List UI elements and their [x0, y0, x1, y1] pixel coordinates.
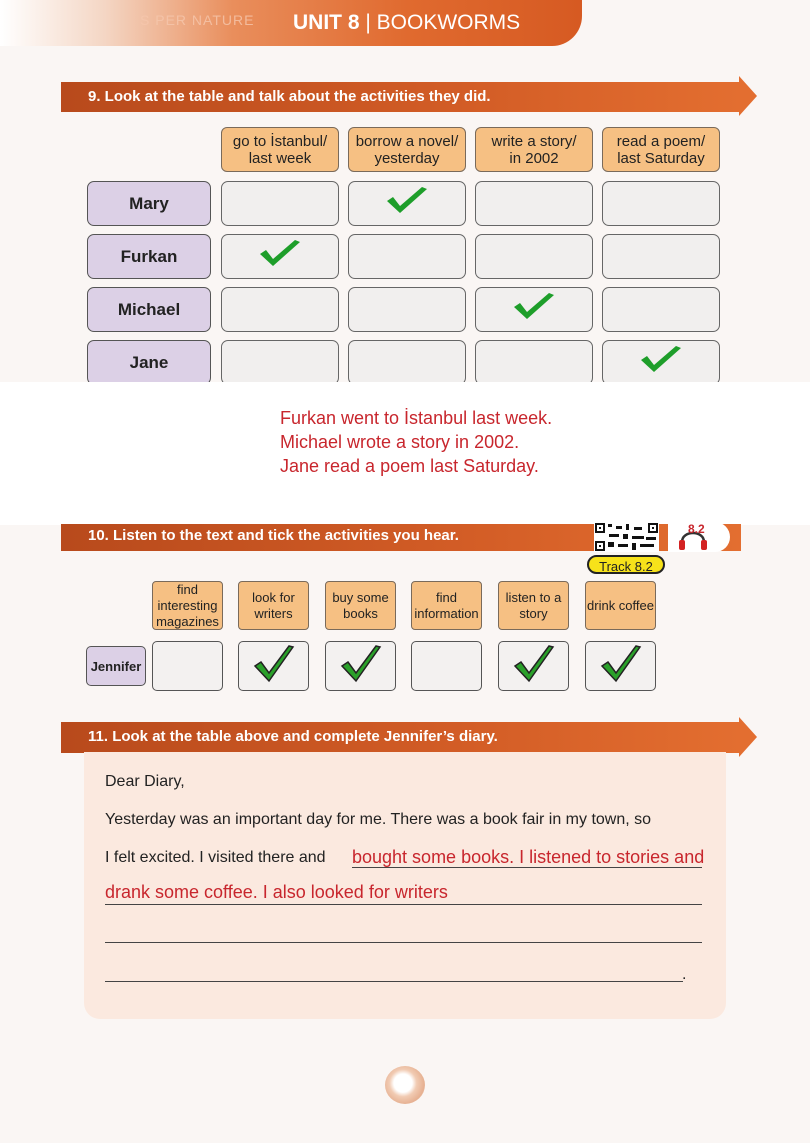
task10-tick-box[interactable]: [498, 641, 569, 691]
column-header-line1: go to İstanbul/: [232, 132, 328, 150]
task10-tick-box[interactable]: [411, 641, 482, 691]
column-header-line1: buy some: [332, 589, 389, 605]
task11-instruction: 11. Look at the table above and complete Jennifer’s diary.: [88, 728, 498, 745]
checkmark-icon: [384, 186, 430, 221]
header-faded-text: S PER NATURE: [140, 12, 255, 28]
task9-row-name: Jane: [87, 340, 211, 385]
task9-column-header: [475, 127, 593, 172]
diary-end-period: .: [682, 966, 687, 983]
task9-cell[interactable]: [475, 234, 593, 279]
checkmark-icon: [511, 292, 557, 327]
track-badge[interactable]: Track 8.2: [587, 555, 665, 574]
column-header-line3: magazines: [156, 613, 219, 629]
task9-cell[interactable]: [475, 181, 593, 226]
task9-cell[interactable]: [221, 234, 339, 279]
tick-icon: [599, 644, 643, 689]
diary-answer[interactable]: bought some books. I listened to stories and: [352, 847, 705, 867]
unit-separator: |: [365, 11, 371, 34]
column-header-line2: interesting: [157, 597, 218, 613]
task11-bar-arrow: [739, 717, 757, 757]
task9-cell[interactable]: [475, 340, 593, 385]
task9-cell[interactable]: [602, 340, 720, 385]
column-header-line2: books: [343, 605, 378, 621]
task9-column-header: [221, 127, 339, 172]
task10-tick-box[interactable]: [238, 641, 309, 691]
column-header-line1: read a poem/: [616, 132, 706, 150]
task9-answer: Michael wrote a story in 2002.: [280, 432, 520, 452]
task9-row-name: Michael: [87, 287, 211, 332]
task10-row-name: Jennifer: [86, 646, 146, 686]
page-number-badge: [385, 1066, 425, 1104]
answer-blank-line[interactable]: [105, 981, 683, 982]
column-header-line1: drink coffee: [587, 597, 654, 613]
task9-cell[interactable]: [221, 340, 339, 385]
task9-cell[interactable]: [602, 287, 720, 332]
task9-cell[interactable]: [221, 287, 339, 332]
task9-instruction: 9. Look at the table and talk about the activities they did.: [88, 88, 491, 105]
task9-cell[interactable]: [602, 181, 720, 226]
task10-column-header: [498, 581, 569, 630]
audio-badge-number: 8.2: [688, 522, 705, 536]
task9-bar-arrow: [739, 76, 757, 116]
task10-tick-box[interactable]: [585, 641, 656, 691]
tick-icon: [339, 644, 383, 689]
task9-row-name: Mary: [87, 181, 211, 226]
column-header-line2: last Saturday: [617, 149, 705, 167]
task10-column-header: [152, 581, 223, 630]
column-header-line1: borrow a novel/: [355, 132, 459, 150]
checkmark-icon: [257, 239, 303, 274]
unit-label: UNIT 8: [293, 11, 360, 34]
task10-column-header: [585, 581, 656, 630]
column-header-line2: in 2002: [509, 149, 559, 167]
checkmark-icon: [638, 345, 684, 380]
task10-tick-box[interactable]: [152, 641, 223, 691]
column-header-line2: story: [519, 605, 548, 621]
tick-icon: [512, 644, 556, 689]
diary-line-prefix: I felt excited. I visited there and: [105, 849, 326, 866]
task9-cell[interactable]: [602, 234, 720, 279]
answer-underline: [352, 867, 702, 868]
diary-greeting: Dear Diary,: [105, 773, 185, 790]
diary-line: Yesterday was an important day for me. There was a book fair in my town, so: [105, 811, 652, 828]
task9-cell[interactable]: [348, 234, 466, 279]
column-header-line1: look for: [252, 589, 295, 605]
column-header-line1: write a story/: [491, 132, 577, 150]
task11-instruction-bar: [61, 722, 741, 753]
answer-blank-line[interactable]: [105, 942, 702, 943]
task9-answer: Furkan went to İstanbul last week.: [280, 408, 553, 428]
task9-cell[interactable]: [475, 287, 593, 332]
column-header-line2: yesterday: [374, 149, 440, 167]
unit-name: BOOKWORMS: [376, 11, 521, 34]
task9-answer: Jane read a poem last Saturday.: [280, 456, 539, 476]
task9-cell[interactable]: [348, 340, 466, 385]
task9-instruction-bar: [61, 82, 741, 112]
answer-underline: [105, 904, 702, 905]
column-header-line2: last week: [248, 149, 312, 167]
column-header-line1: find: [177, 581, 198, 597]
column-header-line1: find: [436, 589, 457, 605]
unit-title: [293, 11, 520, 35]
qr-code-icon[interactable]: [594, 522, 659, 552]
task10-column-header: [238, 581, 309, 630]
diary-answer[interactable]: drank some coffee. I also looked for writers: [105, 882, 448, 902]
task9-column-header: [348, 127, 466, 172]
column-header-line1: listen to a: [505, 589, 562, 605]
task10-column-header: [325, 581, 396, 630]
task9-cell[interactable]: [221, 181, 339, 226]
task10-tick-box[interactable]: [325, 641, 396, 691]
column-header-line2: information: [414, 605, 479, 621]
task9-row-name: Furkan: [87, 234, 211, 279]
tick-icon: [252, 644, 296, 689]
task10-instruction: 10. Listen to the text and tick the activities you hear.: [88, 527, 459, 544]
task9-cell[interactable]: [348, 181, 466, 226]
task9-column-header: [602, 127, 720, 172]
task9-cell[interactable]: [348, 287, 466, 332]
task10-column-header: [411, 581, 482, 630]
column-header-line2: writers: [254, 605, 293, 621]
